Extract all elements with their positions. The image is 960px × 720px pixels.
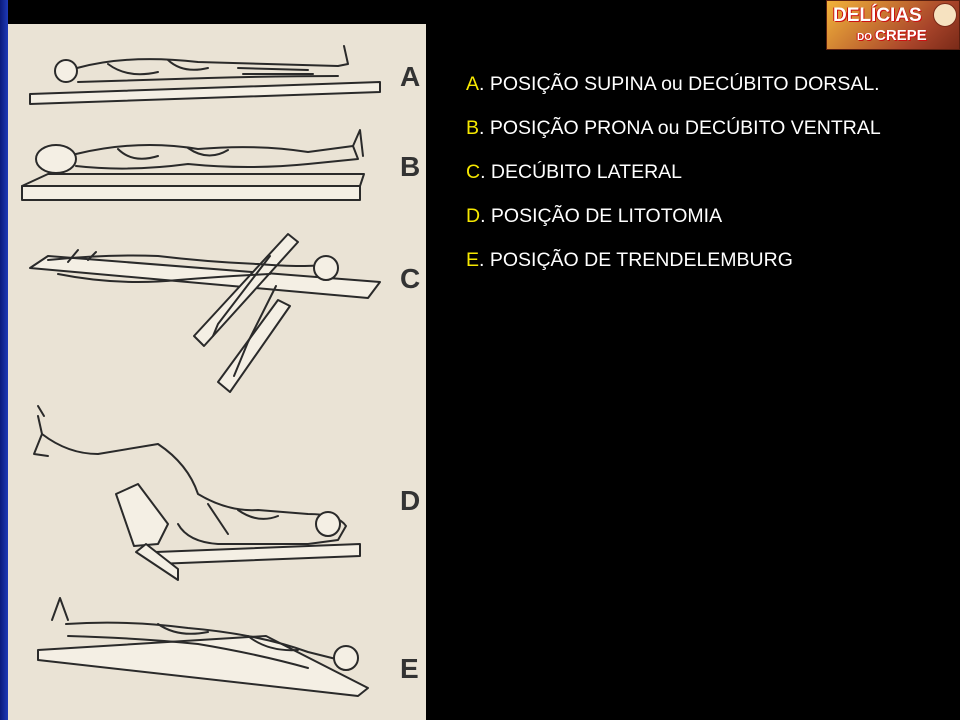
positions-illustration (8, 24, 426, 720)
chef-mascot-icon (933, 3, 957, 27)
panel-label-d: D (400, 485, 421, 516)
caption-letter-e: E (466, 249, 480, 271)
caption-d (466, 194, 886, 238)
caption-letter-a: A (466, 73, 480, 95)
logo-text-line2 (857, 27, 927, 44)
position-a-drawing (30, 46, 380, 104)
caption-text-e: . POSIÇÃO DE TRENDELEMBURG (479, 249, 793, 271)
caption-c (466, 150, 886, 194)
caption-letter-c: C (466, 161, 481, 183)
panel-label-e: E (400, 653, 419, 684)
caption-a (466, 62, 886, 106)
positions-caption-list (466, 62, 886, 282)
caption-b (466, 106, 886, 150)
caption-text-b: . POSIÇÃO PRONA ou DECÚBITO VENTRAL (479, 117, 881, 139)
panel-label-b: B (400, 151, 421, 182)
caption-e (466, 238, 886, 282)
logo-text-crepe: CREPE (875, 27, 927, 44)
position-d-drawing (34, 406, 360, 580)
left-accent-bar (0, 0, 8, 720)
panel-label-a: A (400, 61, 421, 92)
caption-text-c: . DECÚBITO LATERAL (480, 161, 683, 183)
caption-text-a: . POSIÇÃO SUPINA ou DECÚBITO DORSAL. (479, 73, 880, 95)
caption-letter-d: D (466, 205, 481, 227)
caption-text-d: . POSIÇÃO DE LITOTOMIA (480, 205, 723, 227)
delicias-do-crepe-logo (826, 0, 960, 50)
surgical-positions-figure (8, 24, 426, 720)
caption-letter-b: B (466, 117, 480, 139)
panel-label-c: C (400, 263, 421, 294)
position-c-drawing (30, 234, 380, 392)
logo-text-do: DO (857, 32, 872, 43)
position-e-drawing (38, 598, 368, 696)
logo-text-line1: DELÍCIAS (833, 5, 922, 26)
position-b-drawing (22, 130, 364, 200)
